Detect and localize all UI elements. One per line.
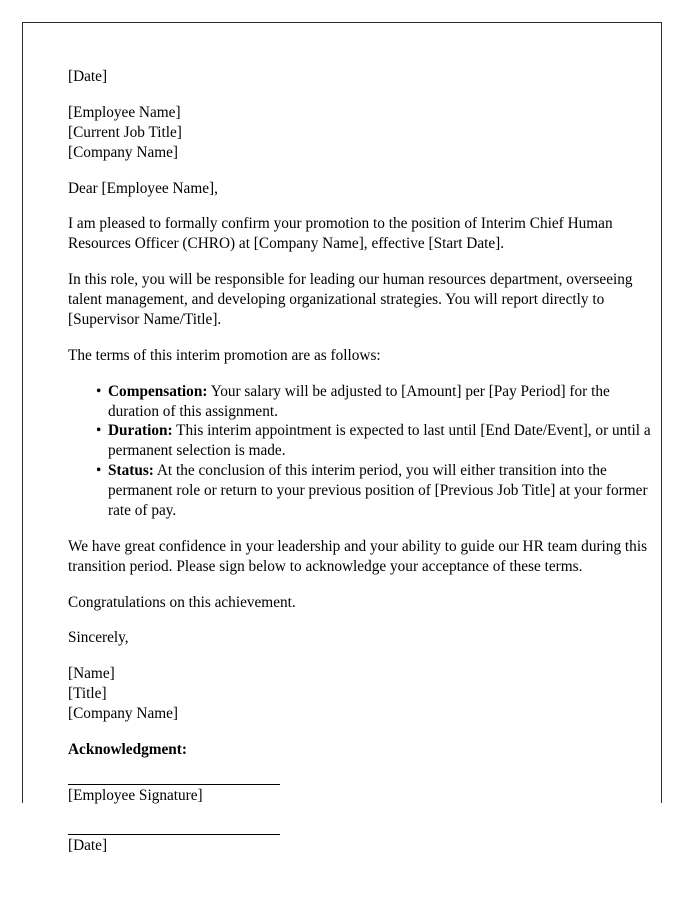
paragraph-congratulations: Congratulations on this achievement. bbox=[68, 593, 296, 611]
recipient-address-block bbox=[68, 103, 653, 163]
salutation: Dear [Employee Name], bbox=[68, 179, 218, 197]
list-item bbox=[96, 382, 653, 422]
employee-date-field bbox=[68, 834, 653, 856]
bullet-icon: • bbox=[96, 422, 102, 440]
date-line: [Date] bbox=[68, 68, 108, 85]
terms-list bbox=[68, 382, 653, 521]
term-text: At the conclusion of this interim period, you will either transition into the permanent role or return to your previous position of [Previous Job Title] at your former rate of pay. bbox=[108, 462, 648, 519]
recipient-name: [Employee Name] bbox=[68, 103, 181, 121]
term-label: Duration: bbox=[108, 422, 173, 440]
closing-salutation: Sincerely, bbox=[68, 629, 129, 647]
acknowledgment-heading: Acknowledgment: bbox=[68, 740, 187, 758]
employee-signature-field bbox=[68, 784, 653, 806]
term-text: Your salary will be adjusted to [Amount] per [Pay Period] for the duration of this assignment. bbox=[108, 382, 610, 420]
employee-signature-caption: [Employee Signature] bbox=[68, 786, 203, 804]
sender-name: [Name] bbox=[68, 665, 115, 683]
list-item bbox=[96, 461, 653, 521]
paragraph-role: In this role, you will be responsible for leading our human resources department, overseeing talent management, and developing organizational strategies. You will report directly to [Supervisor Name/Title]. bbox=[68, 271, 633, 328]
sender-signature-block bbox=[68, 664, 653, 724]
recipient-company: [Company Name] bbox=[68, 143, 179, 161]
document-page bbox=[22, 22, 662, 854]
paragraph-opening: I am pleased to formally confirm your promotion to the position of Interim Chief Human Resources Officer (CHRO) at [Company Name], effective [Start Date]. bbox=[68, 215, 613, 253]
paragraph-terms-intro: The terms of this interim promotion are as follows: bbox=[68, 346, 381, 364]
sender-company: [Company Name] bbox=[68, 705, 179, 722]
bullet-icon: • bbox=[96, 382, 102, 400]
term-label: Compensation: bbox=[108, 382, 208, 400]
employee-date-caption: [Date] bbox=[68, 836, 108, 854]
letter-body bbox=[68, 67, 653, 872]
bullet-icon: • bbox=[96, 462, 102, 480]
list-item bbox=[96, 421, 653, 461]
signature-rule bbox=[68, 784, 280, 785]
recipient-job-title: [Current Job Title] bbox=[68, 123, 182, 141]
term-text: This interim appointment is expected to last until [End Date/Event], or until a permanent selection is made. bbox=[108, 422, 651, 460]
paragraph-confidence: We have great confidence in your leadership and your ability to guide our HR team during this transition period. Please sign below to acknowledge your acceptance of these terms. bbox=[68, 537, 648, 575]
date-rule bbox=[68, 834, 280, 835]
sender-title: [Title] bbox=[68, 685, 107, 703]
term-label: Status: bbox=[108, 462, 154, 480]
